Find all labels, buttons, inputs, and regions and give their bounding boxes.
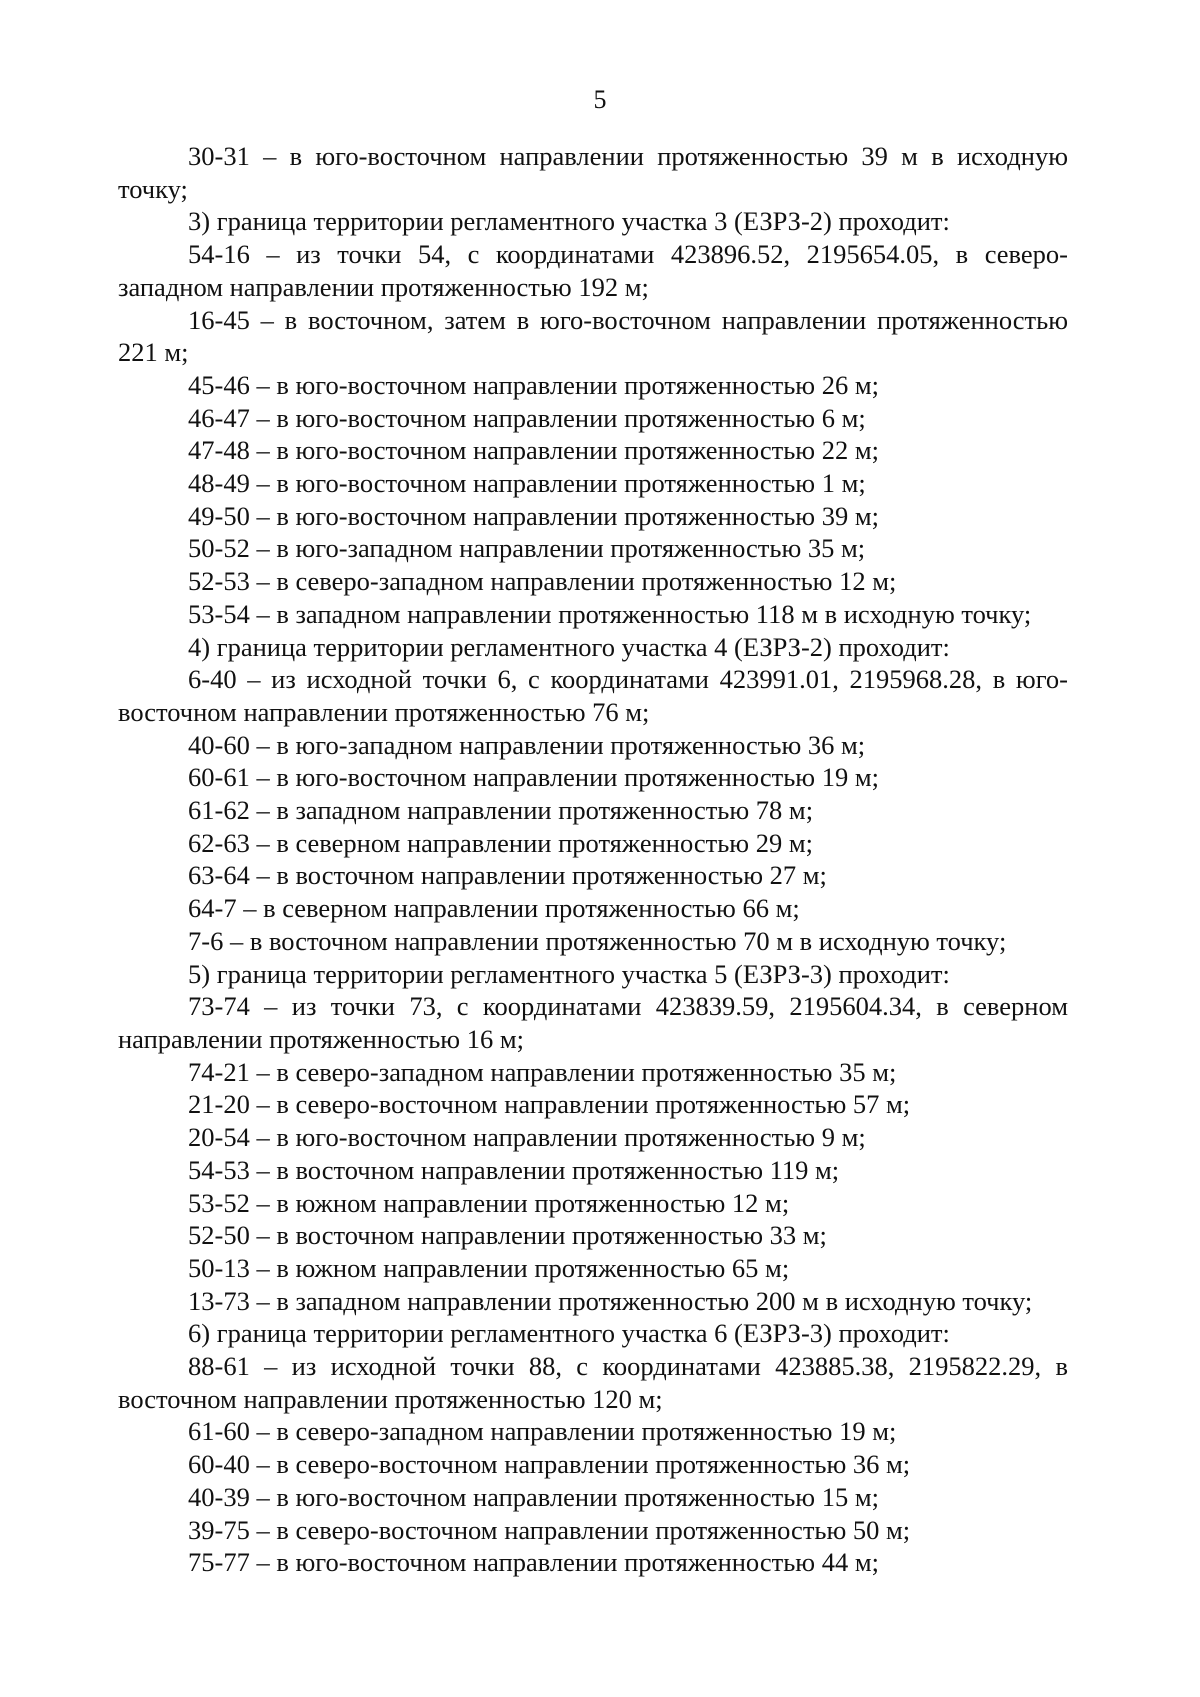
paragraph: 53-54 – в западном направлении протяженностью 118 м в исходную точку; [188, 598, 1032, 629]
paragraph: 45-46 – в юго-восточном направлении протяженностью 26 м; [188, 369, 879, 400]
paragraph: 20-54 – в юго-восточном направлении протяженностью 9 м; [188, 1122, 866, 1153]
section-heading: 6) граница территории регламентного участка 6 (ЕЗРЗ-3) проходит: [188, 1318, 950, 1349]
paragraph: 61-62 – в западном направлении протяженностью 78 м; [188, 795, 814, 826]
paragraph: 13-73 – в западном направлении протяженностью 200 м в исходную точку; [188, 1285, 1033, 1316]
section-heading: 3) граница территории регламентного участка 3 (ЕЗРЗ-2) проходит: [188, 206, 950, 237]
paragraph: 50-13 – в южном направлении протяженностью 65 м; [188, 1252, 790, 1283]
paragraph: 46-47 – в юго-восточном направлении протяженностью 6 м; [188, 402, 866, 433]
paragraph: 7-6 – в восточном направлении протяженностью 70 м в исходную точку; [188, 925, 1007, 956]
paragraph: 88-61 – из исходной точки 88, с координатами 423885.38, 2195822.29, в восточном направлении протяженностью 120 м; [118, 1351, 1068, 1414]
paragraph: 16-45 – в восточном, затем в юго-восточном направлении протяженностью 221 м; [118, 304, 1068, 368]
paragraph: 50-52 – в юго-западном направлении протяженностью 35 м; [188, 533, 866, 564]
section-heading: 4) граница территории регламентного участка 4 (ЕЗРЗ-2) проходит: [188, 631, 950, 662]
paragraph: 54-53 – в восточном направлении протяженностью 119 м; [188, 1154, 840, 1185]
paragraph: 21-20 – в северо-восточном направлении протяженностью 57 м; [188, 1089, 911, 1120]
paragraph: 30-31 – в юго-восточном направлении протяженностью 39 м в исходную точку; [118, 141, 1068, 204]
paragraph: 62-63 – в северном направлении протяженностью 29 м; [188, 827, 813, 858]
paragraph: 60-40 – в северо-восточном направлении протяженностью 36 м; [188, 1449, 911, 1480]
paragraph: 73-74 – из точки 73, с координатами 423839.59, 2195604.34, в северном направлении протяженностью 16 м; [118, 991, 1068, 1054]
document-body [118, 140, 1068, 1579]
paragraph: 61-60 – в северо-западном направлении протяженностью 19 м; [188, 1416, 897, 1447]
paragraph: 39-75 – в северо-восточном направлении протяженностью 50 м; [188, 1514, 911, 1545]
paragraph: 54-16 – из точки 54, с координатами 423896.52, 2195654.05, в северо-западном направлении протяженностью 192 м; [118, 239, 1068, 302]
paragraph: 52-53 – в северо-западном направлении протяженностью 12 м; [188, 566, 897, 597]
paragraph: 40-39 – в юго-восточном направлении протяженностью 15 м; [188, 1481, 879, 1512]
paragraph: 75-77 – в юго-восточном направлении протяженностью 44 м; [188, 1547, 879, 1578]
paragraph: 48-49 – в юго-восточном направлении протяженностью 1 м; [188, 468, 866, 499]
paragraph: 52-50 – в восточном направлении протяженностью 33 м; [188, 1220, 827, 1251]
paragraph: 63-64 – в восточном направлении протяженностью 27 м; [188, 860, 827, 891]
paragraph: 53-52 – в южном направлении протяженностью 12 м; [188, 1187, 790, 1218]
paragraph: 64-7 – в северном направлении протяженностью 66 м; [188, 893, 800, 924]
paragraph: 49-50 – в юго-восточном направлении протяженностью 39 м; [188, 500, 879, 531]
paragraph: 40-60 – в юго-западном направлении протяженностью 36 м; [188, 729, 866, 760]
section-heading: 5) граница территории регламентного участка 5 (ЕЗРЗ-3) проходит: [188, 958, 950, 989]
paragraph: 47-48 – в юго-восточном направлении протяженностью 22 м; [188, 435, 879, 466]
page-number: 5 [593, 85, 607, 114]
paragraph: 60-61 – в юго-восточном направлении протяженностью 19 м; [188, 762, 879, 793]
paragraph: 6-40 – из исходной точки 6, с координатами 423991.01, 2195968.28, в юго-восточном направлении протяженностью 76 м; [118, 664, 1068, 727]
paragraph: 74-21 – в северо-западном направлении протяженностью 35 м; [188, 1056, 897, 1087]
